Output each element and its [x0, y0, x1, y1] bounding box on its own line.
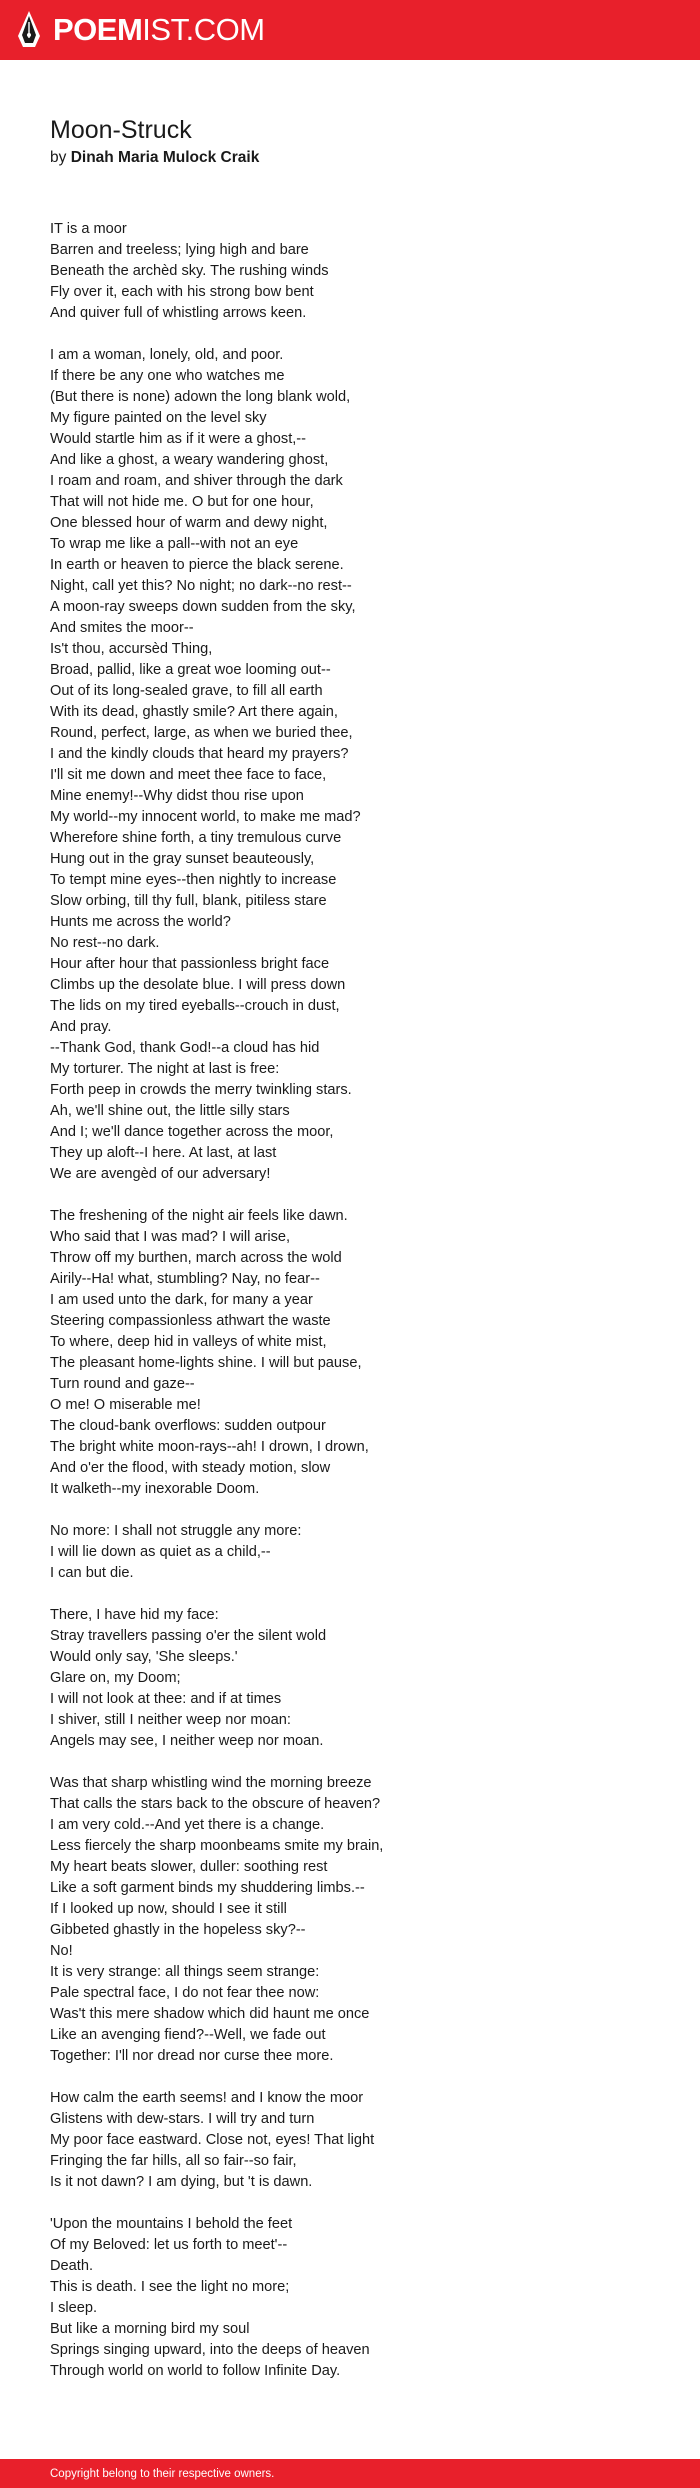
by-label: by [50, 149, 71, 166]
stanza-break [50, 324, 670, 345]
poem-line: Turn round and gaze-- [50, 1376, 195, 1392]
poem-line: Pale spectral face, I do not fear thee now: [50, 1985, 320, 2001]
poem-line: Climbs up the desolate blue. I will press down [50, 977, 346, 993]
poem-line: Would startle him as if it were a ghost,-- [50, 431, 307, 447]
poem-line: Angels may see, I neither weep nor moan. [50, 1733, 324, 1749]
poem-line: No! [50, 1943, 73, 1959]
poem-line: Was that sharp whistling wind the morning breeze [50, 1775, 372, 1791]
poem-line: They up aloft--I here. At last, at last [50, 1145, 277, 1161]
poem-line: Was't this mere shadow which did haunt me once [50, 2006, 370, 2022]
poem-line: My world--my innocent world, to make me mad? [50, 809, 361, 825]
poem-line: How calm the earth seems! and I know the moor [50, 2090, 364, 2106]
poem-line: Springs singing upward, into the deeps of heaven [50, 2342, 370, 2358]
poem-line: No rest--no dark. [50, 935, 160, 951]
poem-line: I will not look at thee: and if at times [50, 1691, 282, 1707]
poem-line: Broad, pallid, like a great woe looming out-- [50, 662, 331, 678]
poem-line: Hung out in the gray sunset beauteously, [50, 851, 315, 867]
poem-line: One blessed hour of warm and dewy night, [50, 515, 328, 531]
poem-line: IT is a moor [50, 221, 127, 237]
poem-line: Like a soft garment binds my shuddering limbs.-- [50, 1880, 365, 1896]
poem-line: My torturer. The night at last is free: [50, 1061, 280, 1077]
poem-line: Through world on world to follow Infinite Day. [50, 2363, 341, 2379]
poem-line: Glistens with dew-stars. I will try and turn [50, 2111, 315, 2127]
poem-line: That will not hide me. O but for one hour, [50, 494, 314, 510]
poem-line: Gibbeted ghastly in the hopeless sky?-- [50, 1922, 306, 1938]
poem-line: --Thank God, thank God!--a cloud has hid [50, 1040, 320, 1056]
poem-line: O me! O miserable me! [50, 1397, 201, 1413]
poem-line: Mine enemy!--Why didst thou rise upon [50, 788, 304, 804]
poem-title: Moon-Struck [50, 116, 192, 144]
poem-line: And quiver full of whistling arrows keen. [50, 305, 307, 321]
poem-line: I'll sit me down and meet thee face to face, [50, 767, 327, 783]
poem-line: Forth peep in crowds the merry twinkling stars. [50, 1082, 352, 1098]
poem-line: To where, deep hid in valleys of white mist, [50, 1334, 327, 1350]
stanza-break [50, 1752, 670, 1773]
pen-nib-icon [17, 10, 41, 50]
poem-line: Of my Beloved: let us forth to meet'-- [50, 2237, 288, 2253]
stanza-break [50, 1584, 670, 1605]
poem-line: The freshening of the night air feels like dawn. [50, 1208, 348, 1224]
poem-line: A moon-ray sweeps down sudden from the sky, [50, 599, 356, 615]
logo-bold-text: POEM [53, 12, 143, 47]
poem-line: To tempt mine eyes--then nightly to increase [50, 872, 337, 888]
footer-copyright: Copyright belong to their respective owners. [50, 2468, 275, 2480]
poem-line: There, I have hid my face: [50, 1607, 219, 1623]
poem-line: Hour after hour that passionless bright face [50, 956, 330, 972]
poem-line: I am a woman, lonely, old, and poor. [50, 347, 284, 363]
stanza-break [50, 1500, 670, 1521]
poem-line: I am very cold.--And yet there is a change. [50, 1817, 325, 1833]
poem-line: And like a ghost, a weary wandering ghost, [50, 452, 329, 468]
poem-line: And pray. [50, 1019, 112, 1035]
poem-line: If I looked up now, should I see it still [50, 1901, 287, 1917]
site-logo[interactable] [17, 10, 265, 50]
poem-author[interactable]: Dinah Maria Mulock Craik [70, 149, 260, 166]
poem-line: I am used unto the dark, for many a year [50, 1292, 313, 1308]
logo-light-text: IST.COM [142, 12, 265, 47]
poem-line: It walketh--my inexorable Doom. [50, 1481, 260, 1497]
stanza-break [50, 2067, 670, 2088]
stanza-break [50, 2193, 670, 2214]
poem-line: The cloud-bank overflows: sudden outpour [50, 1418, 326, 1434]
poem-line: Together: I'll nor dread nor curse thee more. [50, 2048, 334, 2064]
poem-line: It is very strange: all things seem strange: [50, 1964, 320, 1980]
stanza-break [50, 1185, 670, 1206]
poem-line: We are avengèd of our adversary! [50, 1166, 271, 1182]
poem-line: Night, call yet this? No night; no dark--no rest-- [50, 578, 352, 594]
poem-line: Death. [50, 2258, 93, 2274]
poem-line: Wherefore shine forth, a tiny tremulous curve [50, 830, 342, 846]
poem-line: Like an avenging fiend?--Well, we fade out [50, 2027, 326, 2043]
poem-line: Hunts me across the world? [50, 914, 231, 930]
poem-line: With its dead, ghastly smile? Art there again, [50, 704, 338, 720]
poem-line: Fly over it, each with his strong bow bent [50, 284, 314, 300]
poem-line: I can but die. [50, 1565, 134, 1581]
poem-line: Ah, we'll shine out, the little silly stars [50, 1103, 290, 1119]
poem-line: The pleasant home-lights shine. I will but pause, [50, 1355, 362, 1371]
poem-line: Is it not dawn? I am dying, but 't is dawn. [50, 2174, 313, 2190]
poem-line: The bright white moon-rays--ah! I drown, I drown, [50, 1439, 369, 1455]
poem-line: Throw off my burthen, march across the wold [50, 1250, 342, 1266]
poem-line: I roam and roam, and shiver through the dark [50, 473, 343, 489]
poem-line: Round, perfect, large, as when we buried thee, [50, 725, 353, 741]
poem-line: Steering compassionless athwart the waste [50, 1313, 331, 1329]
poem-line: I and the kindly clouds that heard my prayers? [50, 746, 349, 762]
poem-line: My heart beats slower, duller: soothing rest [50, 1859, 328, 1875]
poem-line: Glare on, my Doom; [50, 1670, 181, 1686]
poem-line: My poor face eastward. Close not, eyes! That light [50, 2132, 375, 2148]
site-header [0, 0, 700, 60]
poem-line: No more: I shall not struggle any more: [50, 1523, 302, 1539]
poem-line: In earth or heaven to pierce the black serene. [50, 557, 344, 573]
poem-line: 'Upon the mountains I behold the feet [50, 2216, 293, 2232]
poem-line: Beneath the archèd sky. The rushing winds [50, 263, 329, 279]
poem-line: (But there is none) adown the long blank wold, [50, 389, 351, 405]
poem-line: Fringing the far hills, all so fair--so fair, [50, 2153, 297, 2169]
poem-line: To wrap me like a pall--with not an eye [50, 536, 299, 552]
poem-line: I will lie down as quiet as a child,-- [50, 1544, 271, 1560]
site-logo-text [53, 10, 265, 50]
poem-line: Would only say, 'She sleeps.' [50, 1649, 238, 1665]
poem-line: Who said that I was mad? I will arise, [50, 1229, 291, 1245]
poem-line: This is death. I see the light no more; [50, 2279, 290, 2295]
poem-line: That calls the stars back to the obscure of heaven? [50, 1796, 381, 1812]
poem-line: Airily--Ha! what, stumbling? Nay, no fear-- [50, 1271, 320, 1287]
site-footer [0, 2459, 700, 2488]
poem-line: Less fiercely the sharp moonbeams smite my brain, [50, 1838, 384, 1854]
poem-body [50, 219, 670, 2382]
poem-line: If there be any one who watches me [50, 368, 285, 384]
poem-line: My figure painted on the level sky [50, 410, 267, 426]
poem-line: I shiver, still I neither weep nor moan: [50, 1712, 291, 1728]
poem-line: I sleep. [50, 2300, 98, 2316]
poem-line: But like a morning bird my soul [50, 2321, 250, 2337]
poem-line: And I; we'll dance together across the moor, [50, 1124, 334, 1140]
poem-line: The lids on my tired eyeballs--crouch in dust, [50, 998, 340, 1014]
poem-line: Stray travellers passing o'er the silent wold [50, 1628, 327, 1644]
poem-line: Is't thou, accursèd Thing, [50, 641, 213, 657]
poem-line: Barren and treeless; lying high and bare [50, 242, 309, 258]
poem-byline [50, 148, 259, 168]
poem-line: Out of its long-sealed grave, to fill all earth [50, 683, 323, 699]
poem-line: Slow orbing, till thy full, blank, pitiless stare [50, 893, 327, 909]
poem-line: And smites the moor-- [50, 620, 194, 636]
poem-line: And o'er the flood, with steady motion, slow [50, 1460, 331, 1476]
